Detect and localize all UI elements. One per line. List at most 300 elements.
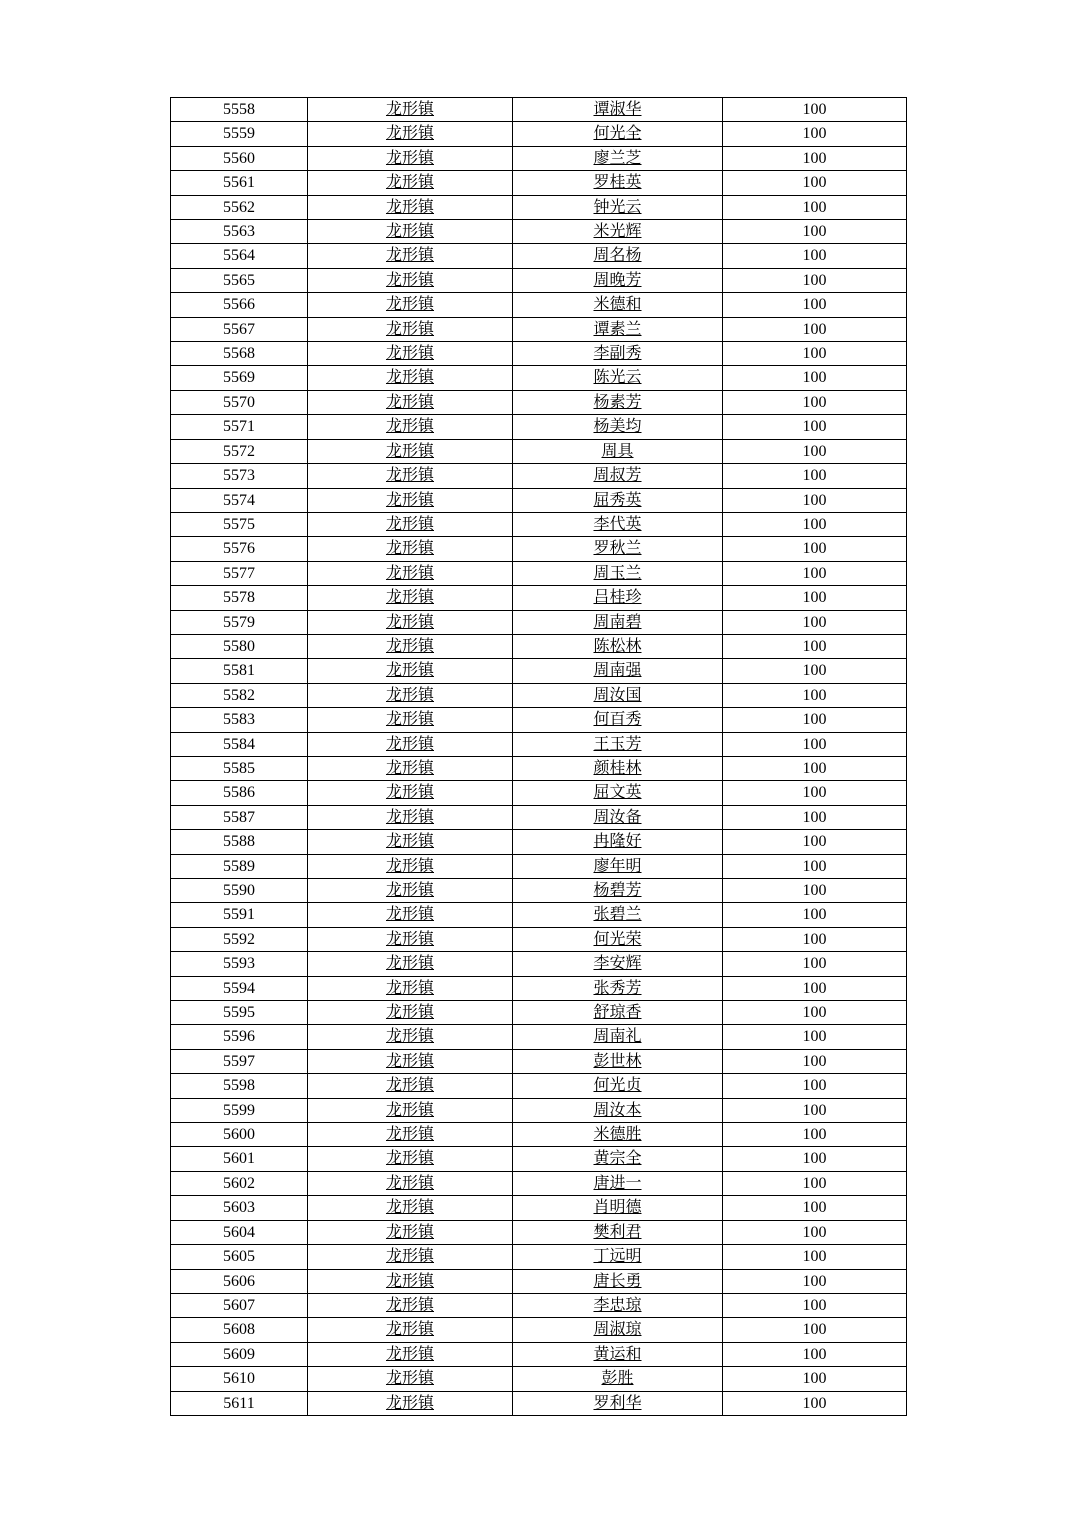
table-row bbox=[171, 220, 907, 244]
cell-name bbox=[513, 512, 723, 536]
town-text: 龙形镇 bbox=[385, 1370, 434, 1388]
person-name-text: 李代英 bbox=[593, 515, 642, 533]
cell-id: 5560 bbox=[171, 146, 308, 170]
table-row bbox=[171, 561, 907, 585]
cell-name bbox=[513, 488, 723, 512]
cell-name bbox=[513, 1196, 723, 1220]
town-text: 龙形镇 bbox=[385, 906, 434, 924]
town-text: 龙形镇 bbox=[385, 369, 434, 387]
cell-id: 5603 bbox=[171, 1196, 308, 1220]
town-text: 龙形镇 bbox=[385, 1272, 434, 1290]
table-row bbox=[171, 1049, 907, 1073]
cell-town bbox=[308, 561, 513, 585]
table-row bbox=[171, 830, 907, 854]
cell-name bbox=[513, 98, 723, 122]
person-name-text: 黄运和 bbox=[593, 1345, 642, 1363]
person-name-text: 彭胜 bbox=[601, 1370, 634, 1388]
cell-score: 100 bbox=[723, 488, 907, 512]
cell-score: 100 bbox=[723, 854, 907, 878]
table-row bbox=[171, 634, 907, 658]
cell-name bbox=[513, 879, 723, 903]
cell-score: 100 bbox=[723, 415, 907, 439]
cell-id: 5576 bbox=[171, 537, 308, 561]
cell-name bbox=[513, 586, 723, 610]
cell-score: 100 bbox=[723, 586, 907, 610]
town-text: 龙形镇 bbox=[385, 1028, 434, 1046]
table-row bbox=[171, 854, 907, 878]
person-name-text: 李忠琼 bbox=[593, 1296, 642, 1314]
cell-id: 5594 bbox=[171, 976, 308, 1000]
table-row bbox=[171, 927, 907, 951]
table-row bbox=[171, 342, 907, 366]
town-text: 龙形镇 bbox=[385, 711, 434, 729]
cell-id: 5574 bbox=[171, 488, 308, 512]
cell-score: 100 bbox=[723, 439, 907, 463]
cell-id: 5604 bbox=[171, 1220, 308, 1244]
cell-id: 5561 bbox=[171, 171, 308, 195]
town-text: 龙形镇 bbox=[385, 491, 434, 509]
cell-id: 5567 bbox=[171, 317, 308, 341]
table-row bbox=[171, 1098, 907, 1122]
cell-town bbox=[308, 415, 513, 439]
table-row bbox=[171, 1342, 907, 1366]
person-name-text: 王玉芳 bbox=[593, 735, 642, 753]
town-text: 龙形镇 bbox=[385, 515, 434, 533]
cell-town bbox=[308, 1098, 513, 1122]
person-name-text: 周南礼 bbox=[593, 1028, 642, 1046]
town-text: 龙形镇 bbox=[385, 857, 434, 875]
cell-score: 100 bbox=[723, 342, 907, 366]
person-name-text: 周淑琼 bbox=[593, 1321, 642, 1339]
cell-score: 100 bbox=[723, 1147, 907, 1171]
cell-town bbox=[308, 1025, 513, 1049]
cell-town bbox=[308, 781, 513, 805]
cell-town bbox=[308, 756, 513, 780]
cell-name bbox=[513, 537, 723, 561]
person-name-text: 何光荣 bbox=[593, 930, 642, 948]
table-row bbox=[171, 1293, 907, 1317]
table-row bbox=[171, 1367, 907, 1391]
town-text: 龙形镇 bbox=[385, 149, 434, 167]
cell-town bbox=[308, 1147, 513, 1171]
cell-id: 5592 bbox=[171, 927, 308, 951]
cell-id: 5606 bbox=[171, 1269, 308, 1293]
town-text: 龙形镇 bbox=[385, 930, 434, 948]
table-row bbox=[171, 976, 907, 1000]
cell-id: 5610 bbox=[171, 1367, 308, 1391]
cell-name bbox=[513, 1049, 723, 1073]
town-text: 龙形镇 bbox=[385, 198, 434, 216]
cell-id: 5582 bbox=[171, 683, 308, 707]
cell-name bbox=[513, 634, 723, 658]
town-text: 龙形镇 bbox=[385, 759, 434, 777]
person-name-text: 周南碧 bbox=[593, 613, 642, 631]
cell-score: 100 bbox=[723, 781, 907, 805]
cell-score: 100 bbox=[723, 1049, 907, 1073]
town-text: 龙形镇 bbox=[385, 271, 434, 289]
table-row bbox=[171, 1269, 907, 1293]
cell-town bbox=[308, 903, 513, 927]
cell-id: 5597 bbox=[171, 1049, 308, 1073]
cell-name bbox=[513, 464, 723, 488]
town-text: 龙形镇 bbox=[385, 833, 434, 851]
person-name-text: 何光贞 bbox=[593, 1077, 642, 1095]
town-text: 龙形镇 bbox=[385, 223, 434, 241]
cell-id: 5571 bbox=[171, 415, 308, 439]
cell-town bbox=[308, 1196, 513, 1220]
table-row bbox=[171, 390, 907, 414]
cell-score: 100 bbox=[723, 293, 907, 317]
town-text: 龙形镇 bbox=[385, 540, 434, 558]
person-name-text: 罗利华 bbox=[593, 1394, 642, 1412]
cell-id: 5568 bbox=[171, 342, 308, 366]
cell-id: 5607 bbox=[171, 1293, 308, 1317]
cell-id: 5566 bbox=[171, 293, 308, 317]
cell-town bbox=[308, 293, 513, 317]
town-text: 龙形镇 bbox=[385, 662, 434, 680]
table-row bbox=[171, 1001, 907, 1025]
cell-score: 100 bbox=[723, 1025, 907, 1049]
town-text: 龙形镇 bbox=[385, 1248, 434, 1266]
cell-id: 5599 bbox=[171, 1098, 308, 1122]
person-name-text: 周玉兰 bbox=[593, 564, 642, 582]
cell-town bbox=[308, 1001, 513, 1025]
cell-id: 5572 bbox=[171, 439, 308, 463]
town-text: 龙形镇 bbox=[385, 784, 434, 802]
cell-id: 5593 bbox=[171, 952, 308, 976]
cell-id: 5602 bbox=[171, 1171, 308, 1195]
cell-score: 100 bbox=[723, 1293, 907, 1317]
person-name-text: 周南强 bbox=[593, 662, 642, 680]
person-name-text: 周汝国 bbox=[593, 686, 642, 704]
cell-score: 100 bbox=[723, 830, 907, 854]
cell-town bbox=[308, 708, 513, 732]
cell-score: 100 bbox=[723, 220, 907, 244]
cell-id: 5575 bbox=[171, 512, 308, 536]
cell-score: 100 bbox=[723, 268, 907, 292]
table-row bbox=[171, 98, 907, 122]
cell-town bbox=[308, 98, 513, 122]
person-name-text: 丁远明 bbox=[593, 1248, 642, 1266]
town-text: 龙形镇 bbox=[385, 1296, 434, 1314]
town-text: 龙形镇 bbox=[385, 393, 434, 411]
person-name-text: 何百秀 bbox=[593, 711, 642, 729]
cell-town bbox=[308, 927, 513, 951]
cell-name bbox=[513, 1391, 723, 1415]
cell-name bbox=[513, 1220, 723, 1244]
cell-town bbox=[308, 512, 513, 536]
cell-id: 5605 bbox=[171, 1245, 308, 1269]
cell-name bbox=[513, 805, 723, 829]
town-text: 龙形镇 bbox=[385, 564, 434, 582]
person-name-text: 罗秋兰 bbox=[593, 540, 642, 558]
cell-town bbox=[308, 317, 513, 341]
table-row bbox=[171, 366, 907, 390]
cell-town bbox=[308, 268, 513, 292]
cell-name bbox=[513, 439, 723, 463]
cell-score: 100 bbox=[723, 1318, 907, 1342]
person-name-text: 米德胜 bbox=[593, 1126, 642, 1144]
cell-score: 100 bbox=[723, 195, 907, 219]
table-row bbox=[171, 659, 907, 683]
person-name-text: 唐长勇 bbox=[593, 1272, 642, 1290]
cell-score: 100 bbox=[723, 610, 907, 634]
cell-score: 100 bbox=[723, 927, 907, 951]
cell-id: 5577 bbox=[171, 561, 308, 585]
table-row bbox=[171, 708, 907, 732]
cell-score: 100 bbox=[723, 512, 907, 536]
cell-id: 5570 bbox=[171, 390, 308, 414]
table-row bbox=[171, 952, 907, 976]
cell-score: 100 bbox=[723, 171, 907, 195]
roster-table bbox=[170, 97, 907, 1416]
table-row bbox=[171, 1147, 907, 1171]
cell-id: 5581 bbox=[171, 659, 308, 683]
cell-town bbox=[308, 488, 513, 512]
cell-name bbox=[513, 415, 723, 439]
table-row bbox=[171, 464, 907, 488]
cell-town bbox=[308, 366, 513, 390]
cell-town bbox=[308, 1269, 513, 1293]
cell-score: 100 bbox=[723, 1342, 907, 1366]
cell-name bbox=[513, 976, 723, 1000]
table-row bbox=[171, 317, 907, 341]
town-text: 龙形镇 bbox=[385, 686, 434, 704]
town-text: 龙形镇 bbox=[385, 174, 434, 192]
cell-name bbox=[513, 390, 723, 414]
person-name-text: 米光辉 bbox=[593, 223, 642, 241]
cell-name bbox=[513, 220, 723, 244]
cell-score: 100 bbox=[723, 366, 907, 390]
cell-name bbox=[513, 1074, 723, 1098]
cell-town bbox=[308, 1342, 513, 1366]
table-row bbox=[171, 1025, 907, 1049]
cell-town bbox=[308, 830, 513, 854]
cell-score: 100 bbox=[723, 1123, 907, 1147]
person-name-text: 陈光云 bbox=[593, 369, 642, 387]
cell-id: 5589 bbox=[171, 854, 308, 878]
cell-id: 5611 bbox=[171, 1391, 308, 1415]
cell-id: 5562 bbox=[171, 195, 308, 219]
person-name-text: 舒琼香 bbox=[593, 1004, 642, 1022]
town-text: 龙形镇 bbox=[385, 345, 434, 363]
table-row bbox=[171, 439, 907, 463]
table-row bbox=[171, 1074, 907, 1098]
cell-name bbox=[513, 561, 723, 585]
cell-town bbox=[308, 976, 513, 1000]
person-name-text: 廖年明 bbox=[593, 857, 642, 875]
person-name-text: 肖明德 bbox=[593, 1199, 642, 1217]
table-row bbox=[171, 805, 907, 829]
cell-id: 5564 bbox=[171, 244, 308, 268]
cell-score: 100 bbox=[723, 390, 907, 414]
table-row bbox=[171, 293, 907, 317]
cell-id: 5579 bbox=[171, 610, 308, 634]
person-name-text: 屈秀英 bbox=[593, 491, 642, 509]
cell-town bbox=[308, 146, 513, 170]
town-text: 龙形镇 bbox=[385, 1321, 434, 1339]
cell-name bbox=[513, 317, 723, 341]
cell-id: 5586 bbox=[171, 781, 308, 805]
cell-name bbox=[513, 1025, 723, 1049]
person-name-text: 唐进一 bbox=[593, 1174, 642, 1192]
cell-score: 100 bbox=[723, 1245, 907, 1269]
cell-town bbox=[308, 244, 513, 268]
person-name-text: 张碧兰 bbox=[593, 906, 642, 924]
person-name-text: 吕桂珍 bbox=[593, 589, 642, 607]
cell-town bbox=[308, 439, 513, 463]
person-name-text: 何光全 bbox=[593, 125, 642, 143]
cell-name bbox=[513, 244, 723, 268]
cell-score: 100 bbox=[723, 756, 907, 780]
cell-name bbox=[513, 171, 723, 195]
cell-id: 5596 bbox=[171, 1025, 308, 1049]
person-name-text: 谭素兰 bbox=[593, 320, 642, 338]
cell-score: 100 bbox=[723, 805, 907, 829]
cell-name bbox=[513, 1098, 723, 1122]
cell-town bbox=[308, 1318, 513, 1342]
town-text: 龙形镇 bbox=[385, 1004, 434, 1022]
cell-town bbox=[308, 390, 513, 414]
cell-town bbox=[308, 659, 513, 683]
person-name-text: 周汝备 bbox=[593, 808, 642, 826]
town-text: 龙形镇 bbox=[385, 735, 434, 753]
cell-score: 100 bbox=[723, 976, 907, 1000]
person-name-text: 彭世林 bbox=[593, 1052, 642, 1070]
cell-name bbox=[513, 708, 723, 732]
cell-score: 100 bbox=[723, 1269, 907, 1293]
person-name-text: 周晚芳 bbox=[593, 271, 642, 289]
table-row bbox=[171, 512, 907, 536]
cell-score: 100 bbox=[723, 1171, 907, 1195]
cell-town bbox=[308, 634, 513, 658]
cell-name bbox=[513, 1293, 723, 1317]
cell-name bbox=[513, 854, 723, 878]
cell-name bbox=[513, 1342, 723, 1366]
table-row bbox=[171, 171, 907, 195]
table-row bbox=[171, 1391, 907, 1415]
cell-town bbox=[308, 342, 513, 366]
cell-score: 100 bbox=[723, 952, 907, 976]
cell-score: 100 bbox=[723, 317, 907, 341]
cell-score: 100 bbox=[723, 683, 907, 707]
cell-score: 100 bbox=[723, 537, 907, 561]
cell-name bbox=[513, 268, 723, 292]
cell-town bbox=[308, 1074, 513, 1098]
cell-id: 5573 bbox=[171, 464, 308, 488]
table-row bbox=[171, 488, 907, 512]
person-name-text: 周汝本 bbox=[593, 1101, 642, 1119]
person-name-text: 张秀芳 bbox=[593, 979, 642, 997]
cell-town bbox=[308, 683, 513, 707]
person-name-text: 杨素芳 bbox=[593, 393, 642, 411]
person-name-text: 杨碧芳 bbox=[593, 882, 642, 899]
cell-id: 5609 bbox=[171, 1342, 308, 1366]
cell-id: 5563 bbox=[171, 220, 308, 244]
table-row bbox=[171, 146, 907, 170]
table-row bbox=[171, 244, 907, 268]
cell-name bbox=[513, 903, 723, 927]
table-row bbox=[171, 756, 907, 780]
cell-town bbox=[308, 464, 513, 488]
table-row bbox=[171, 903, 907, 927]
cell-score: 100 bbox=[723, 732, 907, 756]
cell-name bbox=[513, 146, 723, 170]
cell-score: 100 bbox=[723, 1220, 907, 1244]
table-row bbox=[171, 1245, 907, 1269]
town-text: 龙形镇 bbox=[385, 418, 434, 436]
cell-score: 100 bbox=[723, 708, 907, 732]
cell-name bbox=[513, 1147, 723, 1171]
cell-score: 100 bbox=[723, 659, 907, 683]
cell-score: 100 bbox=[723, 1098, 907, 1122]
table-row bbox=[171, 122, 907, 146]
cell-score: 100 bbox=[723, 634, 907, 658]
cell-town bbox=[308, 805, 513, 829]
person-name-text: 廖兰芝 bbox=[593, 149, 642, 167]
cell-id: 5600 bbox=[171, 1123, 308, 1147]
town-text: 龙形镇 bbox=[385, 589, 434, 607]
cell-id: 5578 bbox=[171, 586, 308, 610]
cell-score: 100 bbox=[723, 1001, 907, 1025]
cell-id: 5583 bbox=[171, 708, 308, 732]
cell-town bbox=[308, 610, 513, 634]
cell-id: 5565 bbox=[171, 268, 308, 292]
cell-town bbox=[308, 195, 513, 219]
cell-name bbox=[513, 756, 723, 780]
cell-name bbox=[513, 830, 723, 854]
table-row bbox=[171, 268, 907, 292]
town-text: 龙形镇 bbox=[385, 125, 434, 143]
cell-town bbox=[308, 1367, 513, 1391]
town-text: 龙形镇 bbox=[385, 882, 434, 899]
cell-score: 100 bbox=[723, 146, 907, 170]
cell-id: 5587 bbox=[171, 805, 308, 829]
town-text: 龙形镇 bbox=[385, 637, 434, 655]
town-text: 龙形镇 bbox=[385, 613, 434, 631]
cell-id: 5558 bbox=[171, 98, 308, 122]
cell-id: 5591 bbox=[171, 903, 308, 927]
cell-name bbox=[513, 1318, 723, 1342]
cell-town bbox=[308, 732, 513, 756]
cell-id: 5608 bbox=[171, 1318, 308, 1342]
cell-score: 100 bbox=[723, 1074, 907, 1098]
cell-score: 100 bbox=[723, 1196, 907, 1220]
table-row bbox=[171, 732, 907, 756]
cell-town bbox=[308, 586, 513, 610]
cell-town bbox=[308, 1171, 513, 1195]
table-row bbox=[171, 1123, 907, 1147]
cell-name bbox=[513, 1171, 723, 1195]
cell-town bbox=[308, 1049, 513, 1073]
cell-id: 5569 bbox=[171, 366, 308, 390]
cell-town bbox=[308, 122, 513, 146]
person-name-text: 杨美均 bbox=[593, 418, 642, 436]
person-name-text: 谭淑华 bbox=[593, 101, 642, 118]
table-row bbox=[171, 781, 907, 805]
cell-name bbox=[513, 1123, 723, 1147]
cell-name bbox=[513, 1245, 723, 1269]
cell-id: 5588 bbox=[171, 830, 308, 854]
cell-name bbox=[513, 683, 723, 707]
table-row bbox=[171, 610, 907, 634]
town-text: 龙形镇 bbox=[385, 247, 434, 265]
table-row bbox=[171, 586, 907, 610]
cell-score: 100 bbox=[723, 879, 907, 903]
cell-name bbox=[513, 927, 723, 951]
person-name-text: 米德和 bbox=[593, 296, 642, 314]
town-text: 龙形镇 bbox=[385, 442, 434, 460]
